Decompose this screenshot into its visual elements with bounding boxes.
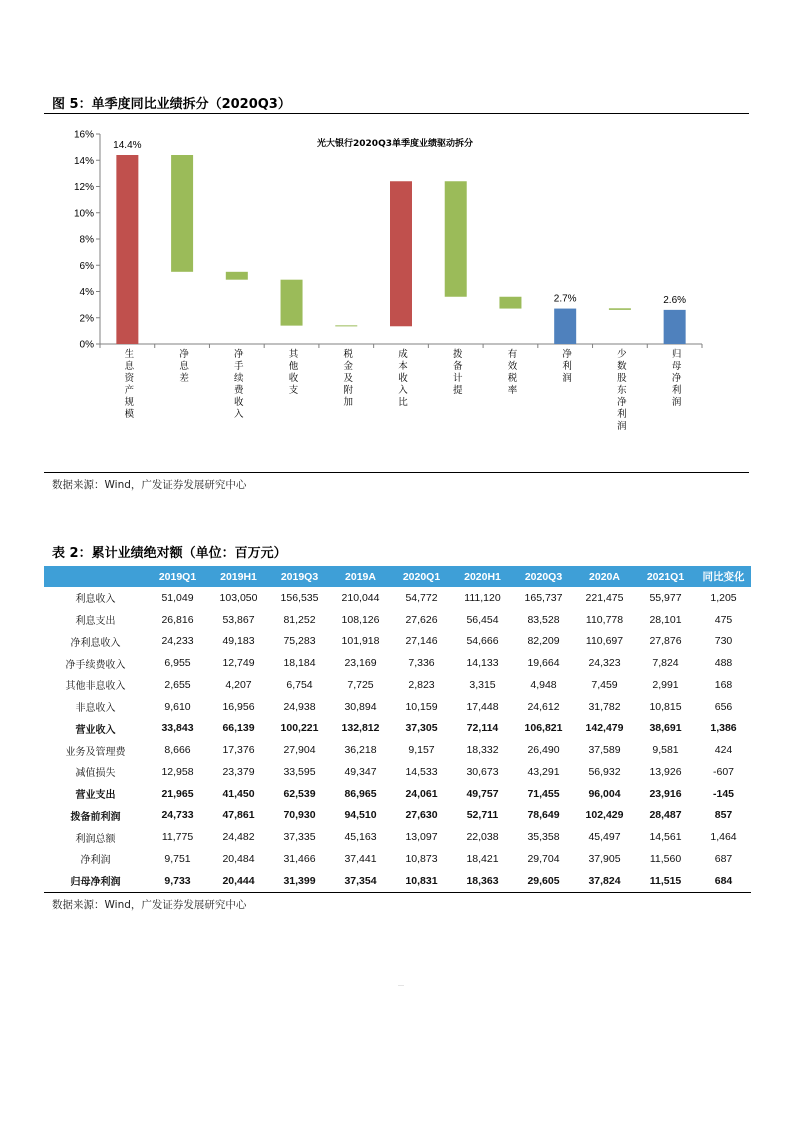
table-cell: 656: [714, 700, 733, 713]
table-cell: 49,347: [344, 765, 377, 778]
table-row: [44, 826, 751, 848]
table-cell: 16,956: [222, 700, 255, 713]
table-cell: 424: [714, 744, 733, 757]
table-row: [44, 761, 751, 783]
table-cell: 29,704: [527, 852, 560, 865]
category-label: 净息差: [179, 349, 189, 384]
table-cell: 24,323: [588, 657, 621, 670]
table-cell: -607: [712, 765, 734, 778]
table-cell: 28,101: [649, 613, 682, 626]
table-row: [44, 739, 751, 761]
table-cell: 14,133: [466, 657, 499, 670]
row-label: 其他非息收入: [65, 681, 126, 693]
table-cell: 37,824: [574, 870, 635, 892]
category-label: 少数股东净利润: [617, 349, 627, 432]
table-cell: 13,926: [649, 765, 682, 778]
y-tick-label: 14%: [73, 155, 94, 167]
chart-bars: [116, 155, 685, 344]
row-label: 利润总额: [75, 833, 116, 845]
table-cell: 37,354: [330, 870, 391, 892]
table-cell: 475: [714, 613, 733, 626]
category-label: 生息资产规模: [124, 349, 135, 420]
table-title: 表 2：累计业绩绝对额（单位：百万元）: [52, 546, 287, 561]
row-label: 归母净利润: [44, 870, 147, 892]
table-cell: 37,441: [344, 852, 377, 865]
data-label: 2.7%: [553, 293, 577, 305]
table-cell: 110,778: [585, 613, 624, 626]
table-cell: 52,711: [466, 809, 499, 822]
table-cell: 111,120: [464, 591, 501, 604]
table-cell: 101,918: [341, 635, 380, 648]
table-cell: 37,905: [588, 852, 621, 865]
table-header-cell: 2019H1: [208, 566, 269, 587]
performance-table: [44, 566, 751, 893]
table-cell: 7,459: [591, 678, 618, 691]
bar: [281, 280, 303, 326]
table-cell: 83,528: [527, 613, 560, 626]
table-cell: 1,386: [710, 722, 737, 735]
table-cell: 168: [714, 678, 733, 691]
table-cell: 210,044: [341, 591, 380, 604]
row-label: 利息收入: [75, 594, 116, 606]
table-row: [44, 674, 751, 696]
table-header-cell: 2020H1: [452, 566, 513, 587]
table-row: [44, 718, 751, 740]
table-cell: 23,916: [649, 787, 682, 800]
table-cell: 49,757: [466, 787, 499, 800]
bar: [445, 181, 467, 297]
bar: [664, 310, 686, 344]
table-cell: 72,114: [466, 722, 499, 735]
table-cell: 31,782: [588, 700, 621, 713]
divider-mark: [398, 985, 404, 986]
table-cell: 49,183: [222, 635, 255, 648]
table-cell: 37,589: [588, 744, 621, 757]
row-label: 非息收入: [75, 703, 116, 715]
bar: [609, 308, 631, 310]
table-cell: 55,977: [649, 591, 682, 604]
table-cell: 10,873: [405, 852, 438, 865]
table-cell: 10,815: [649, 700, 682, 713]
table-cell: 103,050: [219, 591, 258, 604]
table-cell: 18,332: [466, 744, 499, 757]
table-cell: 20,444: [208, 870, 269, 892]
table-cell: 3,315: [469, 678, 496, 691]
table-cell: 94,510: [344, 809, 377, 822]
table-cell: 24,612: [527, 700, 560, 713]
figure-title: 图 5：单季度同比业绩拆分（2020Q3）: [52, 97, 291, 112]
table-cell: 36,218: [344, 744, 377, 757]
table-cell: 106,821: [524, 722, 563, 735]
table-cell: 28,487: [649, 809, 682, 822]
table-cell: 56,932: [588, 765, 621, 778]
table-cell: 45,163: [344, 831, 377, 844]
y-tick-label: 4%: [79, 287, 94, 298]
table-row: [44, 696, 751, 718]
table-header-cell: 2019Q3: [269, 566, 330, 587]
chart-axes: [74, 130, 702, 351]
table-row: [44, 870, 751, 892]
table-cell: 24,061: [405, 787, 438, 800]
table-cell: 75,283: [283, 635, 316, 648]
bar: [171, 155, 193, 272]
bar: [335, 325, 357, 326]
table-cell: 7,336: [408, 657, 435, 670]
row-label: 业务及管理费: [65, 746, 126, 758]
table-cell: 17,448: [466, 700, 499, 713]
data-label: 14.4%: [113, 140, 142, 151]
bar: [499, 297, 521, 309]
category-label: 拨备计提: [452, 349, 463, 396]
y-tick-label: 10%: [73, 208, 94, 220]
table-row: [44, 631, 751, 653]
table-cell: 488: [714, 657, 733, 670]
table-cell: 17,376: [222, 744, 255, 757]
bar: [226, 272, 248, 280]
table-row: [44, 783, 751, 805]
table-cell: 132,812: [341, 722, 380, 735]
table-header-cell: 同比变化: [696, 566, 751, 587]
chart-title: 光大银行2020Q3单季度业绩驱动拆分: [317, 139, 473, 149]
table-cell: 10,159: [405, 700, 438, 713]
table-cell: 7,725: [347, 678, 374, 691]
table-cell: 687: [714, 852, 733, 865]
table-cell: 81,252: [283, 613, 316, 626]
table-cell: 26,816: [161, 613, 194, 626]
table-cell: 156,535: [280, 591, 319, 604]
table-cell: 142,479: [585, 722, 624, 735]
table-cell: 38,691: [649, 722, 682, 735]
table-header-cell: 2019Q1: [147, 566, 208, 587]
table-cell: 110,697: [585, 635, 624, 648]
table-cell: 4,207: [225, 678, 252, 691]
row-label: 净利息收入: [70, 637, 121, 649]
table-cell: 102,429: [585, 809, 624, 822]
table-cell: 9,733: [147, 870, 208, 892]
table-cell: 23,169: [344, 657, 377, 670]
table-cell: 165,737: [524, 591, 563, 604]
y-tick-label: 12%: [73, 182, 94, 193]
table-cell: 30,894: [344, 700, 377, 713]
table-cell: 14,533: [405, 765, 438, 778]
table-cell: 24,733: [161, 809, 194, 822]
table-cell: 24,233: [161, 635, 194, 648]
table-cell: 66,139: [222, 722, 255, 735]
data-label: 2.6%: [663, 294, 687, 306]
table-row: [44, 609, 751, 631]
figure-bottom-rule: [44, 472, 749, 473]
table-cell: 11,775: [161, 831, 194, 844]
row-label: 净利润: [80, 855, 111, 867]
table-cell: 54,772: [405, 591, 438, 604]
table-cell: 9,610: [164, 700, 191, 713]
table-cell: 11,560: [649, 852, 682, 865]
table-cell: 27,146: [405, 635, 438, 648]
row-label: 拨备前利润: [70, 811, 121, 823]
table-cell: 18,184: [283, 657, 316, 670]
table-cell: 62,539: [283, 787, 316, 800]
table-cell: 22,038: [466, 831, 499, 844]
table-cell: 21,965: [161, 787, 194, 800]
table-cell: 14,561: [649, 831, 682, 844]
table-cell: 7,824: [652, 657, 679, 670]
table-cell: 24,482: [222, 831, 255, 844]
table-row: [44, 587, 751, 609]
table-row: [44, 848, 751, 870]
category-label: 净利润: [562, 349, 572, 384]
table-cell: 27,626: [405, 613, 438, 626]
table-header-cell: 2020Q1: [391, 566, 452, 587]
table-cell: 43,291: [527, 765, 560, 778]
table-cell: 54,666: [466, 635, 499, 648]
y-tick-label: 0%: [79, 339, 94, 351]
table-cell: 1,205: [710, 591, 737, 604]
waterfall-chart: [0, 0, 793, 480]
table-cell: 96,004: [588, 787, 621, 800]
table-cell: 86,965: [344, 787, 377, 800]
table-cell: 19,664: [527, 657, 560, 670]
table-cell: 12,749: [222, 657, 255, 670]
category-label: 税金及附加: [343, 349, 354, 408]
y-tick-label: 6%: [79, 260, 94, 272]
table-cell: 13,097: [405, 831, 438, 844]
table-cell: 53,867: [222, 613, 255, 626]
table-cell: 6,955: [164, 657, 191, 670]
row-label: 营业收入: [75, 724, 116, 736]
table-row: [44, 805, 751, 827]
table-cell: 20,484: [222, 852, 255, 865]
table-header-cell: 2020Q3: [513, 566, 574, 587]
row-label: 利息支出: [75, 616, 116, 628]
category-label: 其他收支: [288, 349, 299, 396]
table-cell: 18,363: [452, 870, 513, 892]
table-cell: 221,475: [585, 591, 624, 604]
table-cell: 47,861: [222, 809, 255, 822]
table-header-row: [44, 566, 751, 587]
table-cell: 33,595: [283, 765, 316, 778]
category-label: 有效税率: [507, 349, 518, 396]
table-cell: 31,399: [269, 870, 330, 892]
table-cell: 6,754: [286, 678, 313, 691]
bar: [116, 155, 138, 344]
table-cell: 18,421: [466, 852, 499, 865]
table-row: [44, 652, 751, 674]
table-cell: 2,823: [408, 678, 435, 691]
table-cell: 23,379: [222, 765, 255, 778]
table-cell: 9,581: [652, 744, 679, 757]
table-cell: 33,843: [161, 722, 194, 735]
table-cell: 29,605: [513, 870, 574, 892]
table-cell: 108,126: [341, 613, 380, 626]
table-cell: 70,930: [283, 809, 316, 822]
table-cell: 730: [714, 635, 733, 648]
table-cell: 2,655: [164, 678, 191, 691]
table-cell: 27,876: [649, 635, 682, 648]
table-cell: 26,490: [527, 744, 560, 757]
row-label: 减值损失: [75, 768, 116, 780]
table-cell: 78,649: [527, 809, 560, 822]
table-cell: 31,466: [283, 852, 316, 865]
table-header-cell: 2019A: [330, 566, 391, 587]
table-cell: 27,904: [283, 744, 316, 757]
table-cell: 30,673: [466, 765, 499, 778]
table-cell: 71,455: [527, 787, 560, 800]
category-label: 净手续费收入: [234, 349, 244, 420]
table-header-cell: 2021Q1: [635, 566, 696, 587]
bar: [390, 181, 412, 326]
table-cell: 684: [696, 870, 751, 892]
table-cell: 9,751: [164, 852, 191, 865]
table-header-cell: 2020A: [574, 566, 635, 587]
table-cell: 4,948: [530, 678, 557, 691]
category-label: 成本收入比: [398, 349, 408, 408]
table-cell: 82,209: [527, 635, 560, 648]
category-label: 归母净利润: [671, 349, 682, 408]
row-label: 营业支出: [75, 790, 116, 802]
table-cell: 10,831: [391, 870, 452, 892]
table-cell: 2,991: [652, 678, 679, 691]
table-cell: 100,221: [280, 722, 319, 735]
y-tick-label: 8%: [79, 234, 94, 246]
figure-source: 数据来源：Wind，广发证券发展研究中心: [52, 479, 247, 491]
table-cell: 37,305: [405, 722, 438, 735]
table-cell: 51,049: [161, 591, 194, 604]
bar: [554, 309, 576, 344]
table-cell: 45,497: [588, 831, 621, 844]
table-cell: 27,630: [405, 809, 438, 822]
table-source: 数据来源：Wind，广发证券发展研究中心: [52, 899, 247, 911]
table-cell: 9,157: [408, 744, 435, 757]
table-cell: -145: [712, 787, 734, 800]
table-cell: 12,958: [161, 765, 194, 778]
table-cell: 857: [714, 809, 733, 822]
table-header-cell: [44, 566, 147, 587]
table-cell: 41,450: [222, 787, 255, 800]
y-tick-label: 2%: [79, 313, 94, 325]
table-cell: 35,358: [527, 831, 560, 844]
table-cell: 1,464: [710, 831, 737, 844]
row-label: 净手续费收入: [65, 659, 126, 671]
y-tick-label: 16%: [73, 129, 94, 141]
table-cell: 37,335: [283, 831, 316, 844]
table-cell: 11,515: [635, 870, 696, 892]
table-cell: 24,938: [283, 700, 316, 713]
table-cell: 8,666: [164, 744, 191, 757]
table-cell: 56,454: [466, 613, 499, 626]
